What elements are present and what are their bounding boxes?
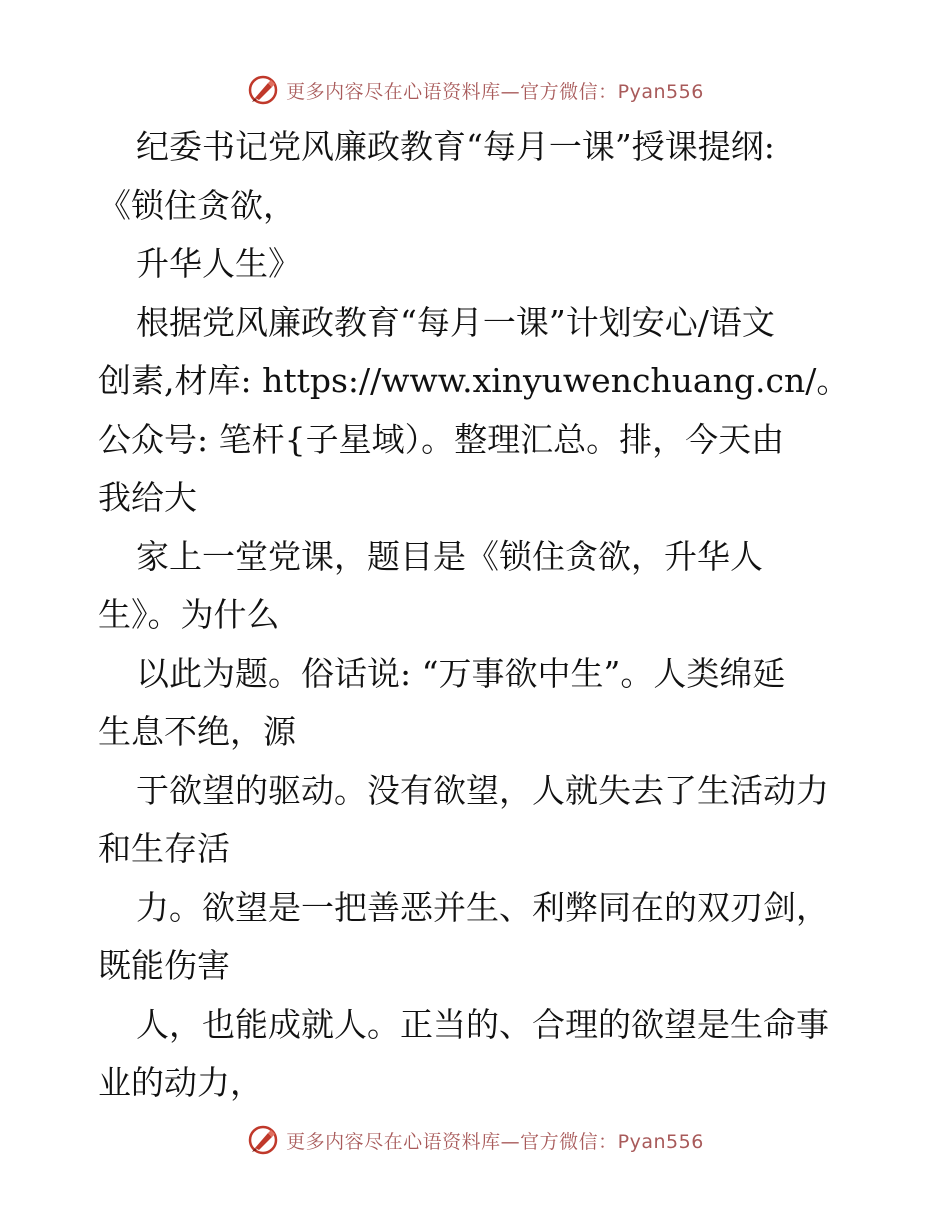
text-line: 业的动力， <box>98 1063 263 1102</box>
header-banner <box>0 70 950 110</box>
text-line: 人，也能成就人。正当的、合理的欲望是生命事 <box>136 1004 829 1044</box>
text-line: 既能伤害 <box>98 946 230 985</box>
text-line: 纪委书记党风廉政教育“每月一课”授课提纲: <box>136 127 775 166</box>
text-line: 公众号: 笔杆{子星域）。整理汇总。排，今天由 <box>98 419 785 459</box>
banner-text: 更多内容尽在心语资料库—官方微信：Pyan556 <box>286 1130 704 1153</box>
document-body <box>98 118 858 1113</box>
pen-nib-logo-icon <box>246 73 280 107</box>
text-line: 家上一堂党课，题目是《锁住贪欲，升华人 <box>136 536 763 576</box>
text-line: 于欲望的驱动。没有欲望，人就失去了生活动力 <box>136 770 829 810</box>
footer-banner <box>0 1120 950 1160</box>
text-line: 和生存活 <box>98 829 230 868</box>
text-line: 生》。为什么 <box>98 595 280 634</box>
text-line: 创素,材库: https://www.xinyuwenchuang.cn/。 <box>98 361 850 400</box>
text-line: 根据党风廉政教育“每月一课”计划安心/语文 <box>136 302 775 342</box>
pen-nib-logo-icon <box>246 1123 280 1157</box>
text-line: 以此为题。俗话说: “万事欲中生”。人类绵延 <box>136 653 786 693</box>
text-line: 升华人生》 <box>136 244 301 283</box>
text-line: 力。欲望是一把善恶并生、利弊同在的双刃剑， <box>136 887 829 927</box>
text-line: 我给大 <box>98 478 197 517</box>
text-line: 《锁住贪欲， <box>98 185 296 225</box>
banner-text: 更多内容尽在心语资料库—官方微信：Pyan556 <box>286 80 704 103</box>
text-line: 生息不绝，源 <box>98 712 296 751</box>
